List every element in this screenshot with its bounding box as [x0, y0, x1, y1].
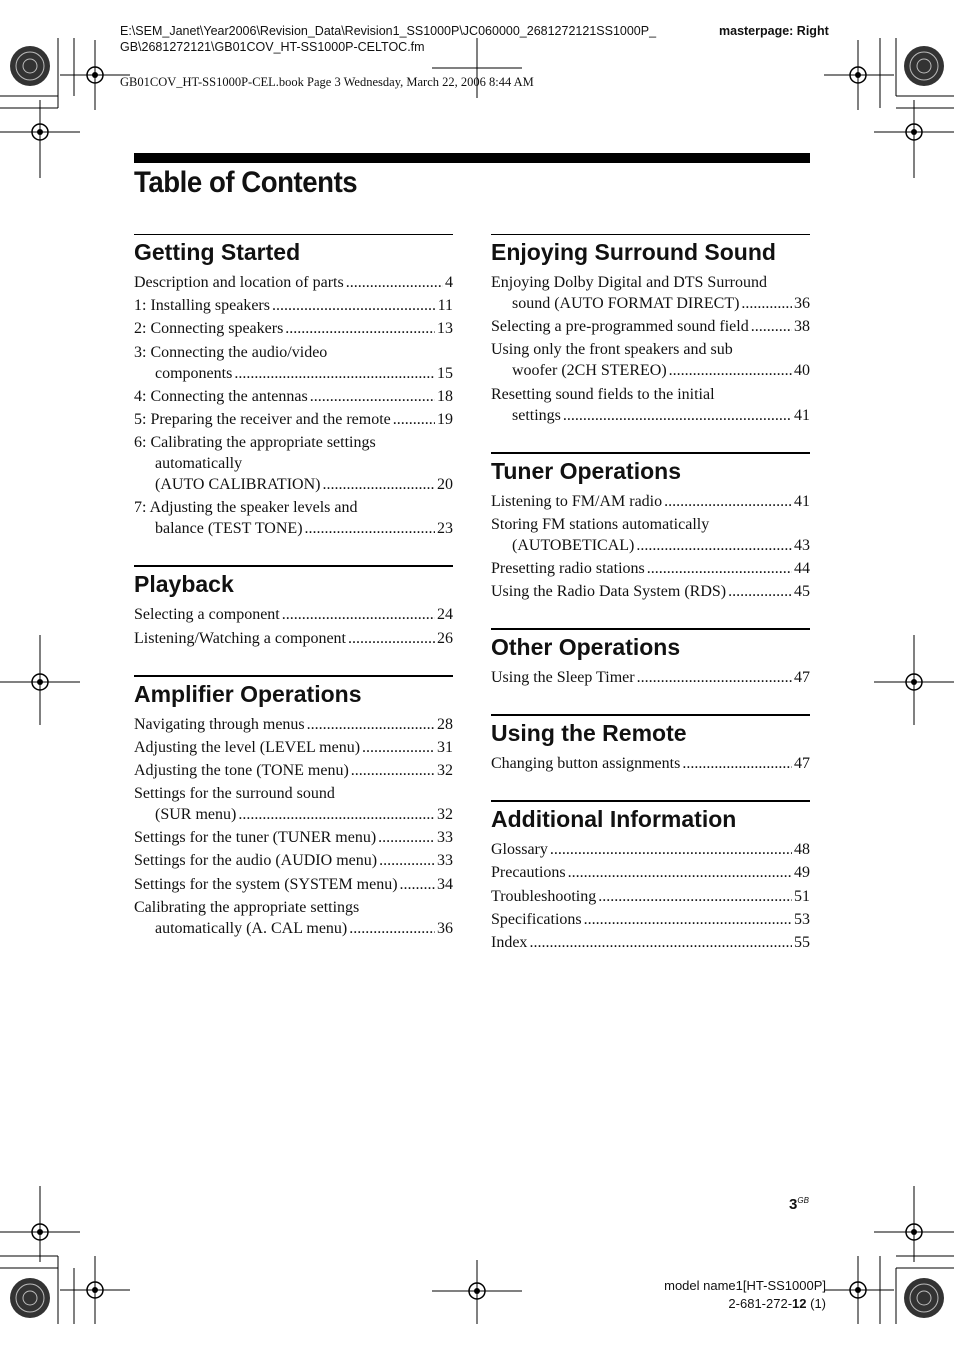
dot-leader: [346, 272, 443, 293]
entry-page-number: 55: [794, 933, 810, 951]
dot-leader: [272, 295, 436, 316]
toc-entry[interactable]: [134, 432, 453, 495]
toc-entry[interactable]: [491, 581, 810, 602]
entry-text: (AUTOBETICAL): [512, 536, 635, 554]
page-number: [789, 1196, 809, 1213]
toc-entry[interactable]: [134, 342, 453, 384]
dot-leader: [550, 839, 792, 860]
entry-page-number: 24: [437, 606, 453, 624]
dot-leader: [529, 932, 792, 953]
entry-text: woofer (2CH STEREO): [512, 362, 667, 380]
entry-text: Index: [491, 933, 528, 951]
toc-section: [134, 565, 453, 648]
entry-page-number: 43: [794, 536, 810, 554]
toc-entry[interactable]: [134, 827, 453, 848]
dot-leader: [322, 474, 435, 495]
dot-leader: [378, 827, 435, 848]
entry-text: components: [155, 364, 233, 382]
section-title: Playback: [134, 571, 234, 598]
entry-text: balance (TEST TONE): [155, 520, 303, 538]
entry-text: automatically (A. CAL menu): [155, 919, 348, 937]
entry-text: 2: Connecting speakers: [134, 320, 284, 338]
book-info-line: GB01COV_HT-SS1000P-CEL.book Page 3 Wednesday, March 22, 2006 8:44 AM: [120, 75, 534, 89]
section-title: Using the Remote: [491, 720, 687, 747]
toc-section: [491, 234, 810, 426]
dot-leader: [664, 491, 792, 512]
entry-text: Adjusting the level (LEVEL menu): [134, 738, 361, 756]
toc-entry[interactable]: [491, 667, 810, 688]
entry-page-number: 48: [794, 841, 810, 859]
entry-page-number: 4: [445, 274, 453, 291]
toc-entry[interactable]: [491, 384, 810, 426]
dot-leader: [636, 535, 792, 556]
footer-code-suffix: (1): [806, 1296, 826, 1311]
entry-text: 6: Calibrating the appropriate settings: [134, 434, 376, 452]
entry-text: 4: Connecting the antennas: [134, 387, 308, 405]
entry-text: Selecting a component: [134, 606, 280, 624]
toc-entry[interactable]: [491, 886, 810, 907]
footer-code-bold: 12: [792, 1296, 807, 1311]
dot-leader: [348, 628, 435, 649]
entry-text: sound (AUTO FORMAT DIRECT): [512, 295, 740, 312]
entry-page-number: 28: [437, 715, 453, 733]
toc-entry[interactable]: [491, 339, 810, 381]
entry-page-number: 38: [794, 318, 810, 336]
page-number-suffix: GB: [797, 1196, 809, 1205]
dot-leader: [307, 714, 435, 735]
dot-leader: [563, 405, 792, 426]
toc-entry[interactable]: [134, 386, 453, 407]
toc-entry[interactable]: [134, 737, 453, 758]
entry-page-number: 40: [794, 362, 810, 380]
dot-leader: [728, 581, 792, 602]
entry-text: 3: Connecting the audio/video: [134, 343, 328, 361]
entry-page-number: 23: [437, 520, 453, 538]
entry-page-number: 32: [437, 806, 453, 824]
entry-page-number: 11: [437, 297, 453, 315]
toc-section: [134, 234, 453, 539]
entry-text: Changing button assignments: [491, 755, 681, 773]
dot-leader: [310, 386, 435, 407]
entry-text: Enjoying Dolby Digital and DTS Surround: [491, 274, 767, 291]
toc-entry[interactable]: [491, 753, 810, 774]
toc-entry[interactable]: [134, 760, 453, 781]
toc-entry[interactable]: [491, 316, 810, 337]
toc-section: [491, 800, 810, 953]
toc-section: [491, 452, 810, 603]
toc-section: [134, 675, 453, 939]
page-number-value: 3: [789, 1196, 798, 1213]
entry-text: Using only the front speakers and sub: [491, 341, 733, 359]
entry-text: Precautions: [491, 864, 566, 882]
dot-leader: [349, 918, 435, 939]
toc-entry[interactable]: [134, 783, 453, 825]
toc-entry[interactable]: [134, 497, 453, 539]
dot-leader: [598, 886, 792, 907]
footer: [664, 1277, 826, 1313]
dot-leader: [568, 862, 792, 883]
section-title: Amplifier Operations: [134, 680, 362, 707]
dot-leader: [305, 518, 435, 539]
dot-leader: [393, 409, 435, 430]
entry-page-number: 45: [794, 583, 810, 601]
entry-page-number: 53: [794, 910, 810, 928]
entry-page-number: 44: [794, 559, 810, 577]
file-path: [120, 23, 656, 55]
dot-leader: [682, 753, 792, 774]
dot-leader: [637, 667, 792, 688]
dot-leader: [238, 804, 435, 825]
section-title: Tuner Operations: [491, 457, 681, 484]
toc-left-column: [134, 234, 453, 965]
entry-text: Resetting sound fields to the initial: [491, 385, 715, 403]
toc-entry[interactable]: [134, 409, 453, 430]
dot-leader: [669, 360, 792, 381]
toc-entry[interactable]: [134, 628, 453, 649]
entry-page-number: 51: [794, 887, 810, 905]
entry-page-number: 13: [437, 320, 453, 338]
toc-section: [491, 628, 810, 688]
toc-entry[interactable]: [491, 839, 810, 860]
dot-leader: [741, 293, 792, 314]
entry-text: (SUR menu): [155, 806, 237, 824]
entry-text: Presetting radio stations: [491, 559, 645, 577]
entry-text: 7: Adjusting the speaker levels and: [134, 499, 358, 517]
dot-leader: [351, 760, 435, 781]
entry-text: (AUTO CALIBRATION): [155, 476, 321, 494]
toc-entry[interactable]: [491, 514, 810, 556]
entry-text: Specifications: [491, 910, 582, 928]
entry-page-number: 41: [794, 492, 810, 510]
dot-leader: [282, 604, 435, 625]
entry-page-number: 47: [794, 669, 810, 687]
entry-page-number: 18: [437, 387, 453, 405]
entry-text: Settings for the system (SYSTEM menu): [134, 875, 398, 893]
file-path-line1: E:\SEM_Janet\Year2006\Revision_Data\Revision1_SS1000P\JC060000_2681272121SS1000P_: [120, 24, 657, 38]
dot-leader: [234, 363, 435, 384]
toc-entry[interactable]: [491, 272, 810, 314]
entry-page-number: 36: [794, 295, 810, 312]
file-path-line2: GB\2681272121\GB01COV_HT-SS1000P-CELTOC.fm: [120, 40, 425, 54]
toc-entry[interactable]: [134, 604, 453, 625]
footer-model: model name1[HT-SS1000P]: [664, 1278, 826, 1293]
entry-text: 1: Installing speakers: [134, 297, 270, 315]
entry-text: Troubleshooting: [491, 887, 597, 905]
entry-text: Selecting a pre-programmed sound field: [491, 318, 749, 336]
entry-text: Settings for the surround sound: [134, 785, 335, 803]
dot-leader: [751, 316, 792, 337]
entry-page-number: 20: [437, 476, 453, 494]
entry-page-number: 31: [437, 738, 453, 756]
toc-right-column: [491, 234, 810, 979]
entry-text: Storing FM stations automatically: [491, 515, 710, 533]
entry-page-number: 47: [794, 755, 810, 773]
toc-entry[interactable]: [134, 318, 453, 339]
toc-entry[interactable]: [134, 714, 453, 735]
dot-leader: [379, 850, 435, 871]
toc-entry[interactable]: [134, 897, 453, 939]
entry-text: Settings for the tuner (TUNER menu): [134, 829, 377, 847]
toc-section: [491, 714, 810, 774]
toc-entry[interactable]: [134, 874, 453, 895]
section-title: Enjoying Surround Sound: [491, 239, 776, 265]
dot-leader: [647, 558, 792, 579]
entry-text: Settings for the audio (AUDIO menu): [134, 852, 378, 870]
section-title: Other Operations: [491, 634, 681, 661]
footer-code: [664, 1295, 826, 1313]
entry-page-number: 33: [437, 829, 453, 847]
entry-page-number: 26: [437, 629, 453, 647]
entry-page-number: 36: [437, 919, 453, 937]
dot-leader: [584, 909, 792, 930]
toc-entry[interactable]: [491, 862, 810, 883]
entry-page-number: 41: [794, 406, 810, 424]
entry-page-number: 34: [437, 875, 453, 893]
dot-leader: [400, 874, 435, 895]
toc-entry[interactable]: [134, 850, 453, 871]
masterpage-label: masterpage: Right: [719, 24, 829, 38]
dot-leader: [362, 737, 435, 758]
toc-entry[interactable]: [491, 909, 810, 930]
entry-text: Calibrating the appropriate settings: [134, 898, 360, 916]
footer-code-prefix: 2-681-272-: [728, 1296, 793, 1311]
entry-text: Glossary: [491, 841, 548, 859]
entry-page-number: 15: [437, 364, 453, 382]
toc-entry[interactable]: [134, 295, 453, 316]
entry-text: settings: [512, 406, 561, 424]
title-rule: [134, 153, 810, 163]
entry-text: Using the Radio Data System (RDS): [491, 583, 727, 601]
entry-text: Using the Sleep Timer: [491, 669, 635, 687]
entry-text: Listening to FM/AM radio: [491, 492, 663, 510]
entry-text: Adjusting the tone (TONE menu): [134, 761, 349, 779]
dot-leader: [285, 318, 435, 339]
entry-text: Description and location of parts: [134, 274, 344, 291]
toc-entry[interactable]: [491, 558, 810, 579]
entry-page-number: 33: [437, 852, 453, 870]
entry-page-number: 49: [794, 864, 810, 882]
entry-page-number: 32: [437, 761, 453, 779]
page-title: Table of Contents: [134, 166, 358, 199]
section-title: Additional Information: [491, 806, 737, 833]
entry-text: Listening/Watching a component: [134, 629, 346, 647]
entry-page-number: 19: [437, 410, 453, 428]
toc-entry[interactable]: [134, 272, 453, 293]
toc-entry[interactable]: [491, 491, 810, 512]
section-title: Getting Started: [134, 239, 301, 265]
entry-text: Navigating through menus: [134, 715, 305, 733]
entry-text: 5: Preparing the receiver and the remote: [134, 410, 391, 428]
toc-entry[interactable]: [491, 932, 810, 953]
entry-text: automatically: [155, 455, 243, 473]
